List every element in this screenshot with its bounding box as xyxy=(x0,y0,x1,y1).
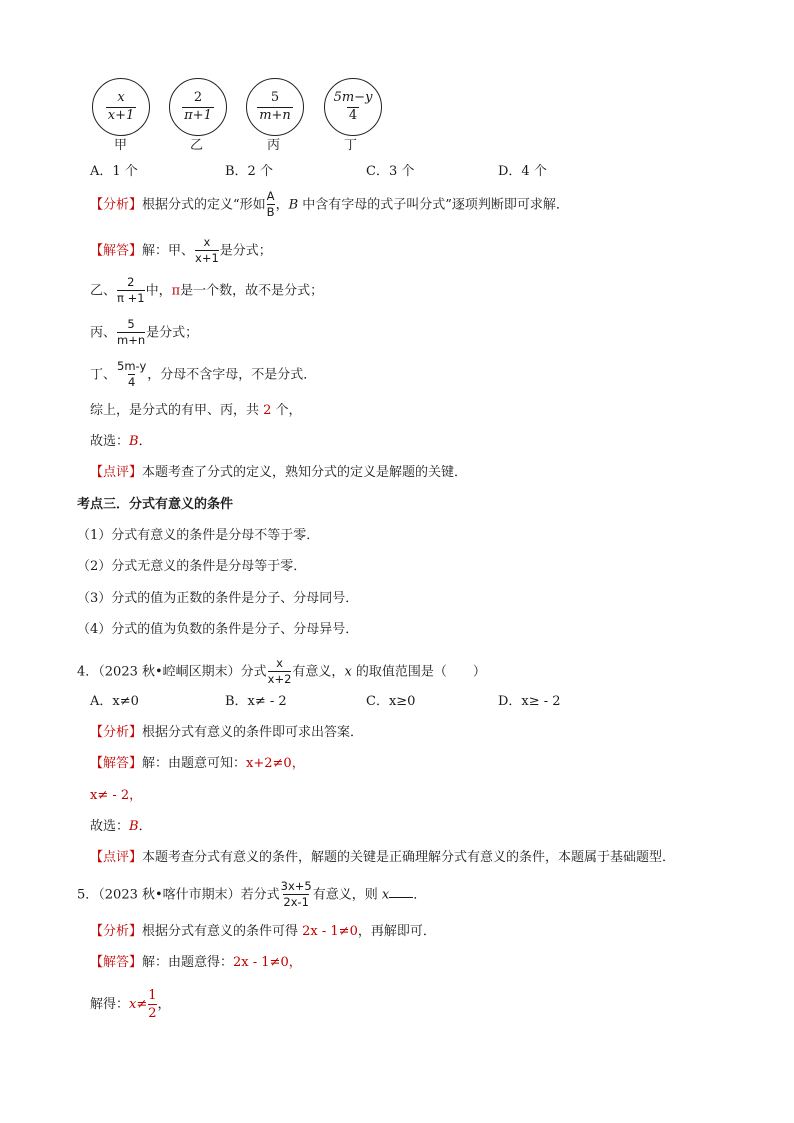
frac-num: 1 xyxy=(148,988,157,1003)
option-c: C．x≥0 xyxy=(366,694,416,709)
frac-den: 2x-1 xyxy=(283,894,309,909)
frac-den: 4 xyxy=(127,374,136,389)
q4-answer-line2: x≠ - 2， xyxy=(90,788,143,803)
frac-den: 4 xyxy=(348,107,358,123)
option-a: A．1 个 xyxy=(90,164,138,179)
answer-text: 中， xyxy=(145,283,172,299)
q4-answer-line1 xyxy=(90,757,305,770)
analysis-tag: 【分析】 xyxy=(90,924,143,939)
analysis-text: 根据分式有意义的条件可得 xyxy=(142,924,303,939)
section-item: （3）分式的值为正数的条件是分子、分母同号． xyxy=(77,591,359,606)
circle-ding xyxy=(324,78,382,136)
b-var: B xyxy=(288,197,299,213)
frac-num: x xyxy=(117,89,125,105)
answer-text: 是一个数，故不是分式； xyxy=(180,283,324,299)
frac-num: 5m-y xyxy=(117,359,147,373)
pi-symbol: π xyxy=(171,283,181,299)
frac-num: 5m−y xyxy=(333,89,373,105)
answer-text: 故选： xyxy=(90,819,130,834)
answer-text: 乙、 xyxy=(90,283,117,299)
answer-text: 丙、 xyxy=(90,325,117,341)
q4-comment xyxy=(90,851,675,864)
q3-answer-line6 xyxy=(90,435,152,448)
question-text: 有意义，则 xyxy=(312,887,382,903)
frac-den: x+1 xyxy=(195,250,219,265)
q3-comment xyxy=(90,466,467,479)
frac-den: 2 xyxy=(148,1005,157,1021)
frac-den: x+1 xyxy=(107,107,135,123)
question-text: 5．（2023 秋•喀什市期末）若分式 xyxy=(77,887,280,903)
frac-den: m+n xyxy=(117,332,146,347)
section-item: （4）分式的值为负数的条件是分子、分母异号． xyxy=(77,622,359,637)
analysis-pre: 根据分式的定义“形如 xyxy=(142,197,266,213)
x-var: x xyxy=(344,664,352,680)
answer-text: 故选： xyxy=(90,434,130,449)
answer-text: ，分母不含字母，不是分式． xyxy=(147,367,317,383)
answer-tag: 【解答】 xyxy=(90,955,143,970)
option-b: B．x≠ - 2 xyxy=(225,694,287,709)
analysis-tag: 【分析】 xyxy=(90,197,143,213)
frac-num: 2 xyxy=(127,275,135,289)
frac-num: 2 xyxy=(193,89,203,105)
circle-label: 丁 xyxy=(344,138,358,153)
comment-text: 本题考查了分式的定义，熟知分式的定义是解题的关键． xyxy=(142,465,468,480)
math-expr: x≠ xyxy=(129,997,148,1013)
analysis-text: 根据分式有意义的条件即可求出答案． xyxy=(142,725,364,740)
answer-text: 解得： xyxy=(90,997,130,1013)
option-d: D．4 个 xyxy=(498,164,547,179)
section-item: （1）分式有意义的条件是分母不等于零． xyxy=(77,528,320,543)
answer-text: 解：由题意可知： xyxy=(142,756,247,771)
q4-analysis xyxy=(90,726,363,739)
frac-den: π +1 xyxy=(117,290,145,305)
frac-den: m+n xyxy=(259,107,291,123)
answer-blank[interactable] xyxy=(389,885,413,898)
question-text: 4．（2023 秋•崆峒区期末）分式 xyxy=(77,664,267,680)
x-var: x xyxy=(381,887,390,903)
answer-text: ， xyxy=(157,997,171,1013)
math-expr: 2x - 1≠0 xyxy=(302,924,358,939)
question-text: 有意义， xyxy=(292,664,345,680)
frac-num: 5 xyxy=(127,317,135,331)
comment-tag: 【点评】 xyxy=(90,465,143,480)
circle-jia xyxy=(92,78,150,136)
q5-answer-line2 xyxy=(90,988,171,1021)
question-text: ． xyxy=(413,887,427,903)
q5-analysis xyxy=(90,925,436,938)
choice-letter: B xyxy=(129,434,139,449)
choice-letter: B xyxy=(129,819,139,834)
circle-label: 甲 xyxy=(114,138,128,153)
q3-answer-line4 xyxy=(90,360,316,390)
math-expr: 2x - 1≠0， xyxy=(233,955,302,970)
analysis-tag: 【分析】 xyxy=(90,725,143,740)
frac-num: x xyxy=(276,656,283,670)
answer-tag: 【解答】 xyxy=(90,243,143,259)
q4-stem xyxy=(77,657,486,687)
frac-den: B xyxy=(266,204,275,219)
q5-answer-line1 xyxy=(90,956,302,969)
circle-label: 乙 xyxy=(190,138,204,153)
q3-analysis xyxy=(90,190,569,220)
comment-text: 本题考查分式有意义的条件，解题的关键是正确理解分式有意义的条件，本题属于基础题型． xyxy=(142,850,676,865)
answer-tag: 【解答】 xyxy=(90,756,143,771)
q5-stem xyxy=(77,880,426,910)
q4-answer-line3 xyxy=(90,820,152,833)
q3-answer-line1 xyxy=(90,236,272,266)
frac-num: x xyxy=(203,235,211,249)
answer-text: 解：由题意得： xyxy=(142,955,234,970)
math-expr: x+2≠0， xyxy=(246,756,305,771)
answer-text: 综上，是分式的有甲、丙，共 xyxy=(90,403,264,418)
analysis-text: ，再解即可． xyxy=(357,924,436,939)
circle-label: 丙 xyxy=(267,138,281,153)
q3-answer-line5 xyxy=(90,404,302,417)
option-a: A．x≠0 xyxy=(90,694,139,709)
q3-answer-line2 xyxy=(90,276,323,306)
comma: ， xyxy=(275,197,289,213)
circle-bing xyxy=(246,78,304,136)
frac-den: π+1 xyxy=(184,107,212,123)
option-b: B．2 个 xyxy=(225,164,273,179)
frac-den: x+2 xyxy=(267,671,292,686)
count-value: 2 xyxy=(263,403,272,418)
analysis-post: 中含有字母的式子叫分式”逐项判断即可求解． xyxy=(298,197,569,213)
answer-text: ． xyxy=(138,434,152,449)
answer-text: 个， xyxy=(271,403,302,418)
comment-tag: 【点评】 xyxy=(90,850,143,865)
frac-num: A xyxy=(266,189,275,203)
answer-text: 解：甲、 xyxy=(142,243,195,259)
answer-text: 是分式； xyxy=(146,325,199,341)
q3-answer-line3 xyxy=(90,318,198,348)
section-title: 考点三．分式有意义的条件 xyxy=(77,497,234,512)
frac-num: 3x+5 xyxy=(280,879,312,893)
question-text: 的取值范围是（ ） xyxy=(351,664,486,680)
answer-text: 是分式； xyxy=(219,243,272,259)
section-item: （2）分式无意义的条件是分母等于零． xyxy=(77,559,307,574)
frac-num: 5 xyxy=(270,89,280,105)
option-c: C．3 个 xyxy=(366,164,415,179)
circle-yi xyxy=(169,78,227,136)
option-d: D．x≥ - 2 xyxy=(498,694,561,709)
answer-text: 丁、 xyxy=(90,367,117,383)
answer-text: ． xyxy=(138,819,152,834)
